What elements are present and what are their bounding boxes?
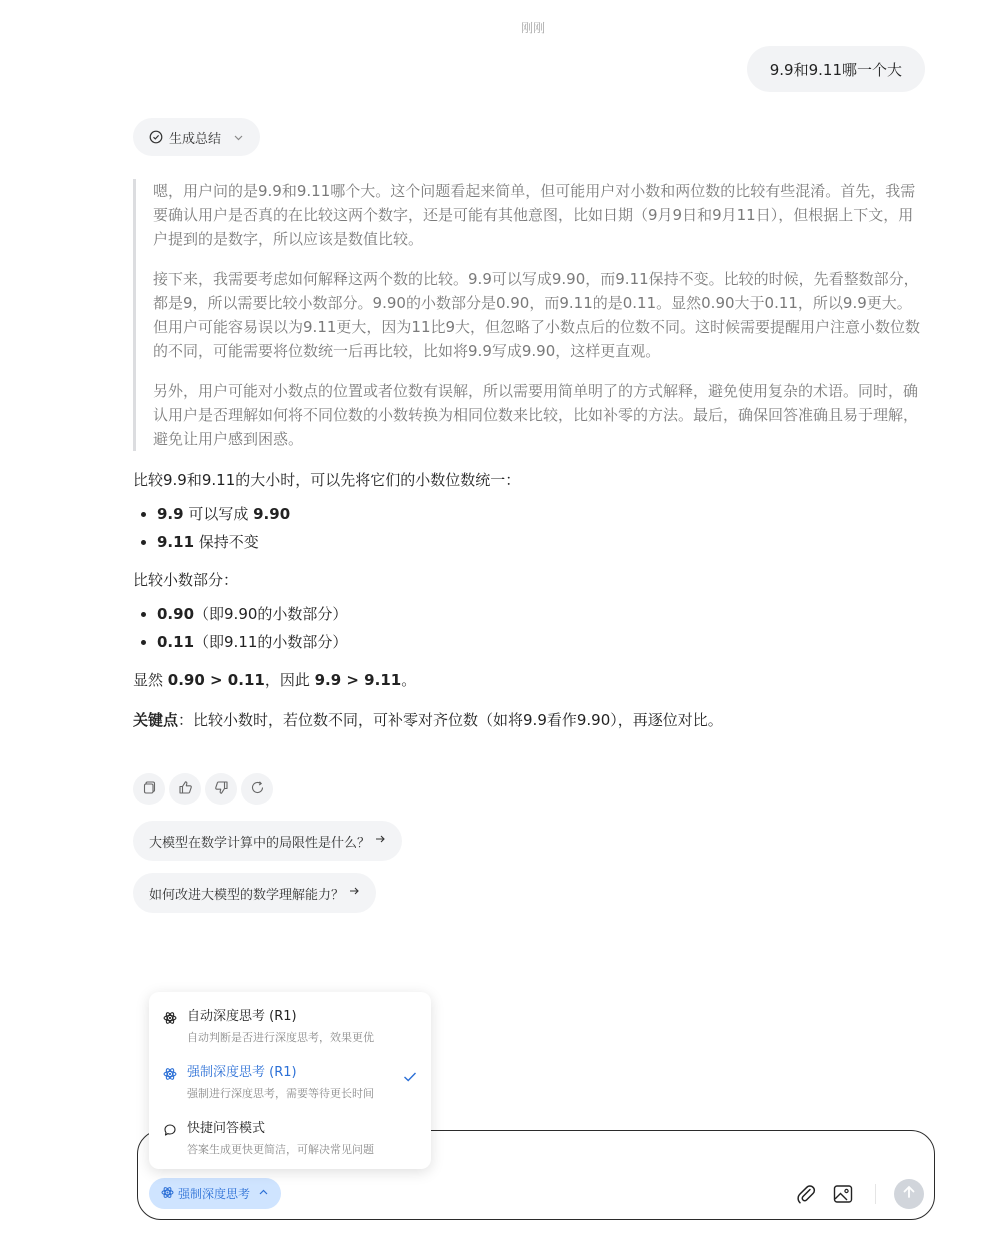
thumbs-up-icon — [178, 780, 193, 799]
chat-bubble-icon — [163, 1122, 177, 1141]
compare-label: 比较小数部分： — [133, 571, 239, 589]
arrow-right-icon — [374, 833, 386, 849]
regenerate-button[interactable] — [241, 773, 273, 805]
menu-item-title: 强制深度思考 (R1) — [187, 1065, 297, 1080]
answer-block — [133, 468, 923, 732]
generate-summary-button[interactable] — [133, 118, 260, 156]
answer-conclusion: 显然 0.90 > 0.11，因此 9.9 > 9.11。 — [133, 671, 417, 689]
menu-item-title: 自动深度思考 (R1) — [187, 1009, 297, 1024]
answer-intro: 比较9.9和9.11的大小时，可以先将它们的小数位数统一： — [133, 471, 521, 489]
message-actions — [133, 773, 273, 805]
menu-item-desc: 答案生成更快更简洁，可解决常见问题 — [187, 1143, 374, 1156]
attach-button[interactable] — [795, 1183, 817, 1209]
thinking-paragraph: 接下来，我需要考虑如何解释这两个数的比较。9.9可以写成9.90，而9.11保持不变。比较的时候，先看整数部分，都是9，所以需要比较小数部分。9.90的小数部分是0.90，而9.11的是0.11。显然0.90大于0.11，所以9.9更大。但用户可能容易误以为9.11更大，因为11比9大，但忽略了小数点后的位数不同。这时候需要提醒用户注意小数位数的不同，可能需要将位数统一后再比较，比如将9.9写成9.90，这样更直观。 — [153, 270, 921, 360]
list-item: • 0.90（即9.90的小数部分） — [157, 600, 923, 628]
menu-item-title: 快捷问答模式 — [187, 1121, 266, 1136]
atom-icon — [163, 1066, 177, 1085]
thinking-paragraph: 嗯，用户问的是9.9和9.11哪个大。这个问题看起来简单，但可能用户对小数和两位数的比较有些混淆。首先，我需要确认用户是否真的在比较这两个数字，还是可能有其他意图，比如日期（9月9日和9月11日），但根据上下文，用户提到的是数字，所以应该是数值比较。 — [153, 182, 916, 248]
answer-list — [133, 600, 923, 656]
copy-icon — [142, 780, 157, 799]
generate-summary-label: 生成总结 — [169, 131, 222, 147]
regenerate-icon — [250, 780, 265, 799]
answer-list — [133, 500, 923, 556]
mode-select-button[interactable] — [149, 1178, 281, 1209]
send-button[interactable] — [894, 1179, 924, 1209]
thinking-paragraph: 另外，用户可能对小数点的位置或者位数有误解，所以需要用简单明了的方式解释，避免使用复杂的术语。同时，确认用户是否理解如何将不同位数的小数转换为相同位数来比较，比如补零的方法。最后，确保回答准确且易于理解，避免让用户感到困惑。 — [153, 382, 919, 448]
chevron-down-icon — [233, 132, 244, 143]
menu-item-quick-answer[interactable] — [163, 1120, 417, 1166]
copy-button[interactable] — [133, 773, 165, 805]
arrow-right-icon — [348, 885, 360, 901]
menu-item-force-deep-think[interactable] — [163, 1064, 417, 1110]
like-button[interactable] — [169, 773, 201, 805]
user-message-bubble — [747, 46, 925, 92]
dislike-button[interactable] — [205, 773, 237, 805]
list-item: • 9.11 保持不变 — [157, 528, 923, 556]
list-item: • 9.9 可以写成 9.90 — [157, 500, 923, 528]
paperclip-icon — [795, 1190, 817, 1209]
suggestion-chip[interactable] — [133, 873, 376, 913]
suggestion-text: 如何改进大模型的数学理解能力？ — [149, 887, 345, 903]
checkmark-icon — [403, 1068, 417, 1087]
suggestion-text: 大模型在数学计算中的局限性是什么？ — [149, 835, 371, 851]
arrow-up-icon — [901, 1184, 917, 1204]
mode-dropdown-menu — [149, 992, 431, 1169]
atom-icon — [163, 1010, 177, 1029]
suggestion-chip[interactable] — [133, 821, 402, 861]
check-circle-icon — [149, 130, 163, 144]
chevron-up-icon — [258, 1187, 269, 1201]
image-upload-button[interactable] — [832, 1183, 854, 1209]
menu-item-desc: 强制进行深度思考，需要等待更长时间 — [187, 1087, 374, 1100]
list-item: • 0.11（即9.11的小数部分） — [157, 628, 923, 656]
mode-select-label: 强制深度思考 — [178, 1187, 251, 1201]
answer-key-point: 关键点：比较小数时，若位数不同，可补零对齐位数（如将9.9看作9.90），再逐位对比。 — [133, 711, 723, 729]
thumbs-down-icon — [214, 780, 229, 799]
menu-item-desc: 自动判断是否进行深度思考，效果更优 — [187, 1031, 374, 1044]
toolbar-divider — [875, 1184, 876, 1204]
thinking-block — [133, 179, 923, 451]
image-icon — [832, 1190, 854, 1209]
atom-icon — [161, 1186, 174, 1202]
user-message-text: 9.9和9.11哪一个大 — [769, 60, 902, 79]
timestamp: 刚刚 — [520, 21, 545, 35]
menu-item-auto-deep-think[interactable] — [163, 1008, 417, 1054]
